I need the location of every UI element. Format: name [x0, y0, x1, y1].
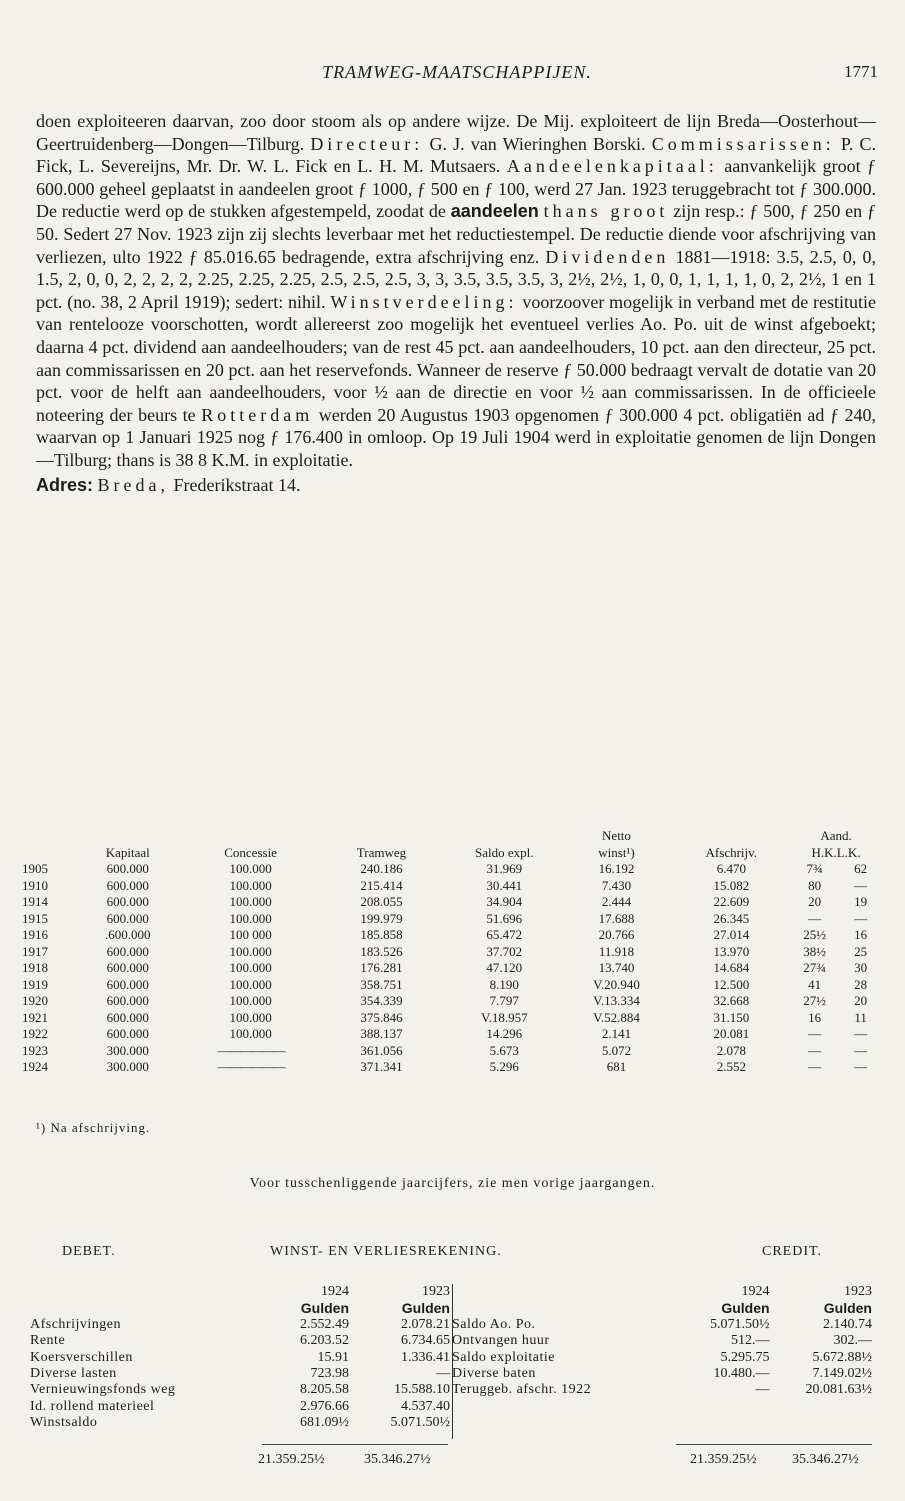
table-cell: 34.904 [486, 894, 523, 909]
table-cell: 600.000 [106, 993, 149, 1008]
debet-item-value: 6.734.65 [401, 1333, 450, 1349]
table-row [22, 878, 882, 895]
table-cell: 15.082 [713, 877, 750, 893]
debet-item-value: 2.078.21 [401, 1316, 450, 1332]
table-cell: 185.858 [360, 927, 403, 942]
credit-item-value: 512.— [731, 1333, 770, 1349]
debet-item-label: Diverse lasten [30, 1366, 117, 1382]
breda-label: Breda, [97, 474, 169, 495]
table-row [22, 977, 882, 994]
table-cell: 20 [854, 993, 868, 1008]
table-cell: 19 [854, 894, 868, 909]
table-cell: 7.430 [601, 877, 632, 893]
credit-total-rule [676, 1444, 872, 1445]
table-cell: 13.740 [598, 960, 635, 975]
table-cell: 1918 [22, 960, 48, 975]
table-cell: 100.000 [229, 960, 272, 975]
note-previous-years: Voor tusschenliggende jaarcijfers, zie men vorige jaargangen. [249, 1176, 656, 1191]
table-cell: 100 000 [229, 927, 272, 942]
table-cell: 7¾ [806, 861, 823, 876]
thans-groot: thans groot [543, 201, 669, 222]
debet-item-value: 15.91 [317, 1349, 350, 1365]
table-cell: 2.444 [601, 894, 632, 909]
col-netto-label: Netto [602, 828, 631, 843]
table-cell: 37.702 [486, 943, 523, 959]
credit-item-value: 10.480.— [713, 1366, 770, 1382]
aandeelenkapitaal-label: Aandeelenkapitaal: [506, 156, 718, 177]
table-cell: 13.970 [713, 943, 750, 959]
table-row [22, 993, 882, 1010]
table-cell: .600.000 [105, 927, 151, 942]
debet-item-label: Winstsaldo [30, 1415, 98, 1431]
debet-year-row [30, 1284, 450, 1300]
debet-label: DEBET. [62, 1244, 116, 1259]
table-cell: 26.345 [713, 910, 750, 926]
table-cell: V.18.957 [480, 1009, 528, 1025]
table-cell: 47.120 [486, 960, 523, 975]
table-cell: 16 [854, 927, 868, 942]
col-kapitaal: Kapitaal [105, 844, 150, 860]
credit-item-value: 2.140.74 [823, 1316, 872, 1332]
credit-total-1923: 35.346.27½ [792, 1452, 859, 1467]
table-cell: 600.000 [106, 976, 149, 992]
table-row [22, 1059, 882, 1076]
winstverdeeling-label: Winstverdeeling: [330, 291, 518, 312]
table-cell: 100.000 [229, 993, 272, 1008]
table-cell: 1914 [22, 894, 48, 909]
table-cell: 62 [854, 861, 868, 876]
table-cell: — [808, 1026, 822, 1041]
running-title: TRAMWEG-MAATSCHAPPIJEN. [322, 62, 592, 82]
table-cell: 2.141 [601, 1026, 632, 1041]
table-cell: — [854, 1042, 868, 1058]
table-cell: V.13.334 [593, 993, 640, 1008]
table-cell: 1924 [22, 1059, 48, 1074]
table-cell: 1920 [22, 993, 48, 1008]
account-header [62, 1244, 842, 1264]
table-cell: 30 [854, 960, 868, 975]
table-cell: 6.470 [716, 861, 746, 876]
table-row [22, 1043, 882, 1060]
debet-row [30, 1350, 450, 1366]
credit-year-1923: 1923 [844, 1284, 872, 1299]
table-cell: 8.190 [489, 976, 519, 992]
table-row [22, 927, 882, 944]
table-cell: 11.918 [598, 943, 635, 959]
footnote: ¹) Na afschrijving. [36, 1120, 151, 1135]
adres-label: Adres: [36, 474, 94, 495]
table-cell: 20.766 [598, 927, 635, 942]
col-afschrijv: Afschrijv. [705, 844, 758, 860]
table-cell: 7.797 [489, 993, 519, 1008]
debet-item-value: 15.588.10 [394, 1382, 450, 1398]
debet-item-value: 4.537.40 [401, 1398, 450, 1414]
table-cell: 20 [808, 894, 822, 909]
yearly-statistics-table [22, 828, 882, 1076]
table-cell: 22.609 [713, 894, 750, 909]
col-netto-winst [560, 828, 672, 861]
adres-street: Frederikstraat 14. [173, 474, 301, 495]
debet-unit-row [30, 1300, 450, 1316]
credit-row [452, 1333, 872, 1349]
text-intro: doen exploiteeren daarvan, zoo door stoom als op andere wijze. De Mij. exploiteert de lijn Breda—Oosterhout—Geertruidenberg—Dongen—Tilburg. [36, 111, 876, 154]
debet-row [30, 1366, 450, 1382]
debet-row [30, 1415, 450, 1431]
page-header [36, 62, 878, 86]
credit-item-value: 5.672.88½ [812, 1349, 872, 1365]
table-cell: 100.000 [229, 910, 272, 926]
commissarissen-names: P. C. Fick, L. Severeijns, Mr. Dr. W. L. Fick en L. H. M. Mutsaers. [36, 133, 877, 177]
table-cell: 600.000 [106, 960, 149, 975]
debet-item-label: Afschrijvingen [30, 1316, 121, 1332]
table-cell: 681 [606, 1059, 627, 1074]
table-row [22, 861, 882, 878]
table-cell: — [854, 910, 868, 926]
aandeelenkapitaal-text: aanvankelijk groot ƒ 600.000 geheel geplaatst in aandeelen groot ƒ 1000, ƒ 500 en ƒ 100, werd 27 Jan. 1923 teruggebracht tot ƒ 300.000. De reductie werd op de stukken afgestempeld, zoodat de [36, 156, 877, 222]
debet-item-value: 723.98 [310, 1366, 350, 1382]
table-cell: 11 [854, 1009, 867, 1025]
credit-row [452, 1317, 872, 1333]
table-cell: 100.000 [229, 943, 272, 959]
winstverdeeling-text: voorzoover mogelijk in verband met de restitutie van rentelooze voorschotten, wordt allereerst zoo mogelijk het eventueel verlies Ao. Po. uit de winst afgeboekt; daarna 4 pct. dividend aan aandeelhouders; van de rest 45 pct. aan aandeelhouders, 10 pct. aan den directeur, 25 pct. aan commissarissen en 20 pct. aan het reservefonds. Wanneer de reserve ƒ 50.000 bedraagt vervalt de dotatie van 20 pct. voor de helft aan aandeelhouders, voor ½ aan de directie en voor ½ aan commissarissen. In de officieele noteering der beurs te [36, 291, 877, 425]
table-cell: 600.000 [106, 1009, 149, 1025]
table-cell: 600.000 [106, 910, 149, 926]
table-row [22, 944, 882, 961]
table-cell: 32.668 [713, 993, 750, 1008]
page-number: 1771 [844, 62, 878, 81]
credit-row [452, 1350, 872, 1366]
table-cell: 388.137 [360, 1026, 403, 1041]
table-cell: — [808, 910, 822, 926]
company-description [36, 110, 876, 496]
table-cell: 1910 [22, 877, 48, 893]
credit-year-1924: 1924 [741, 1284, 770, 1299]
table-cell: 1917 [22, 943, 48, 959]
commissarissen-label: Commissarissen: [651, 133, 835, 154]
table-cell: 25 [854, 943, 868, 959]
table-cell: — [808, 1059, 822, 1074]
table-cell: 361.056 [360, 1042, 403, 1058]
account-title: WINST- EN VERLIESREKENING. [270, 1244, 502, 1259]
debet-year-1923: 1923 [422, 1284, 450, 1299]
credit-item-value: 5.071.50½ [710, 1316, 770, 1332]
table-cell: 17.688 [598, 910, 635, 926]
credit-item-label: Diverse baten [452, 1366, 536, 1382]
table-cell: 65.472 [486, 927, 523, 942]
debet-row [30, 1317, 450, 1333]
credit-total-1924: 21.359.25½ [690, 1452, 757, 1467]
debet-item-value: — [436, 1366, 450, 1382]
reductie-text: zijn resp.: ƒ 500, ƒ 250 en ƒ 50. Sedert 27 Nov. 1923 zijn zij slechts leverbaar met het reductiestempel. De reductie diende voor afschrijving van verliezen, ulto 1922 ƒ 85.016.65 bedragende, extra afschrijving enz. [36, 201, 876, 267]
table-cell: 31.150 [713, 1009, 750, 1025]
table-cell: 1921 [22, 1009, 48, 1025]
table-cell: 100.000 [229, 861, 272, 876]
table-cell: 51.696 [486, 910, 523, 926]
debet-item-value: 681.09½ [300, 1415, 350, 1431]
table-cell: 600.000 [106, 861, 149, 876]
table-cell: — [854, 1059, 868, 1074]
table-cell: — [854, 1026, 868, 1041]
credit-unit-1924: Gulden [721, 1300, 770, 1317]
table-row [22, 1026, 882, 1043]
debet-row [30, 1399, 450, 1415]
table-cell: V.52.884 [593, 1009, 640, 1025]
table-cell: 240.186 [360, 861, 403, 876]
table-cell: —————— [217, 1042, 284, 1058]
table-row [22, 1010, 882, 1027]
table-cell: 199.979 [360, 910, 403, 926]
aandeelen-bold: aandeelen [450, 201, 539, 222]
dividenden-label: Dividenden [545, 246, 670, 267]
table-cell: 100.000 [229, 1026, 272, 1041]
debet-row [30, 1333, 450, 1349]
table-row [22, 911, 882, 928]
table-cell: 28 [854, 976, 868, 992]
table-cell: 1922 [22, 1026, 48, 1041]
debet-item-value: 2.976.66 [300, 1398, 350, 1414]
credit-item-label: Ontvangen huur [452, 1333, 550, 1349]
table-cell: 600.000 [106, 1026, 149, 1041]
debet-unit-1924: Gulden [300, 1300, 350, 1317]
credit-year-row [452, 1284, 872, 1300]
table-cell: V.20.940 [593, 976, 640, 992]
debet-item-value: 5.071.50½ [390, 1415, 450, 1431]
debet-item-value: 1.336.41 [401, 1349, 450, 1365]
table-cell: 354.339 [360, 993, 403, 1008]
table-cell: 14.684 [713, 960, 750, 975]
dividenden-text: 1881—1918: 3.5, 2.5, 0, 0, 1.5, 2, 0, 0, 2, 2, 2, 2, 2.25, 2.25, 2.25, 2.5, 2.5, 2.5, 3, 3, 3.5, 3.5, 3.5, 3, 2½, 2½, 1, 0, 0, 1, 1, 1, 1, 0, 2, 2½, 1 en 1 pct. (no. 38, 2 April 1919); sedert: nihil. [36, 246, 876, 312]
credit-unit-row [452, 1300, 872, 1316]
table-cell: 371.341 [360, 1059, 403, 1074]
col-hklk-label: H.K.L.K. [811, 844, 861, 860]
table-cell: 41 [808, 976, 822, 992]
debet-row [30, 1382, 450, 1398]
table-cell: 5.673 [489, 1042, 519, 1058]
table-cell: 20.081 [713, 1026, 750, 1041]
credit-row [452, 1382, 872, 1398]
table-cell: 1923 [22, 1042, 48, 1058]
debet-item-label: Koersverschillen [30, 1349, 133, 1365]
debet-item-label: Id. rollend materieel [30, 1398, 155, 1414]
debet-unit-1923: Gulden [401, 1300, 450, 1317]
credit-item-value: 5.295.75 [720, 1349, 770, 1365]
table-cell: 12.500 [713, 976, 750, 992]
debet-total-rule [262, 1444, 448, 1445]
table-cell: 300.000 [106, 1042, 149, 1058]
rotterdam-label: Rotterdam [201, 404, 314, 425]
table-cell: 2.078 [716, 1042, 746, 1058]
table-cell: 375.846 [360, 1009, 403, 1025]
credit-label: CREDIT. [762, 1244, 823, 1259]
table-cell: 80 [808, 877, 822, 893]
table-cell: 14.296 [486, 1026, 523, 1041]
table-cell: 27.014 [713, 927, 750, 942]
debet-item-label: Vernieuwingsfonds weg [30, 1382, 176, 1398]
table-cell: 1919 [22, 976, 48, 992]
table-cell: 600.000 [106, 894, 149, 909]
table-cell: 183.526 [360, 943, 403, 959]
col-tramweg: Tramweg [356, 844, 407, 860]
credit-item-value: 7.149.02½ [812, 1366, 872, 1382]
table-cell: 1915 [22, 910, 48, 926]
col-saldo-expl: Saldo expl. [475, 844, 534, 860]
col-winst-label: winst¹) [598, 844, 635, 860]
credit-item-label: Saldo exploitatie [452, 1349, 555, 1365]
debet-item-label: Rente [30, 1333, 66, 1349]
col-concessie: Concessie [224, 844, 277, 860]
table-cell: 16 [808, 1009, 822, 1025]
directeur-label: Directeur: [310, 133, 424, 154]
table-row [22, 894, 882, 911]
table-row [22, 960, 882, 977]
table-cell: 100.000 [229, 877, 272, 893]
credit-side [452, 1284, 872, 1399]
table-cell: —————— [217, 1059, 284, 1074]
table-cell: 16.192 [598, 861, 635, 876]
table-cell: — [808, 1042, 822, 1058]
table-cell: 1905 [22, 861, 48, 876]
debet-total-1923: 35.346.27½ [364, 1452, 431, 1467]
obligatien-text: werden 20 Augustus 1903 opgenomen ƒ 300.000 4 pct. obligatiën ad ƒ 240, waarvan op 1 Januari 1925 nog ƒ 176.400 in omloop. Op 19 Juli 1904 werd in exploitatie genomen de lijn Dongen—Tilburg; thans is 38 8 K.M. in exploitatie. [36, 404, 877, 470]
table-cell: 1916 [22, 927, 48, 942]
table-cell: 31.969 [486, 861, 523, 876]
credit-item-value: 302.— [833, 1333, 872, 1349]
table-cell: 30.441 [486, 877, 523, 893]
table-cell: 215.414 [360, 877, 403, 893]
credit-item-label: Teruggeb. afschr. 1922 [452, 1382, 592, 1398]
table-cell: 100.000 [229, 1009, 272, 1025]
table-cell: 38½ [803, 943, 826, 959]
table-cell: 176.281 [360, 960, 403, 975]
credit-item-value: — [755, 1382, 770, 1398]
debet-year-1924: 1924 [321, 1284, 350, 1299]
table-body [22, 861, 882, 1076]
table-cell: 100.000 [229, 894, 272, 909]
credit-unit-1923: Gulden [823, 1300, 872, 1317]
col-aand [790, 828, 882, 861]
debet-side [30, 1284, 450, 1432]
table-header-row [22, 828, 882, 861]
credit-item-value: 20.081.63½ [805, 1382, 872, 1398]
table-cell: 100.000 [229, 976, 272, 992]
debet-item-value: 8.205.58 [300, 1382, 350, 1398]
table-cell: 208.055 [360, 894, 403, 909]
table-cell: 27¾ [803, 960, 826, 975]
table-cell: 600.000 [106, 943, 149, 959]
directeur-name: G. J. van Wieringhen Borski. [429, 133, 646, 154]
credit-row [452, 1366, 872, 1382]
col-aand-label: Aand. [820, 828, 852, 843]
debet-total-1924: 21.359.25½ [258, 1452, 325, 1467]
table-cell: 5.072 [601, 1042, 632, 1058]
table-cell: — [854, 877, 868, 893]
debet-item-value: 2.552.49 [300, 1316, 350, 1332]
table-cell: 358.751 [360, 976, 403, 992]
table-cell: 27½ [803, 993, 826, 1008]
table-cell: 2.552 [716, 1059, 746, 1074]
table-cell: 25½ [803, 927, 826, 942]
table-cell: 300.000 [106, 1059, 149, 1074]
table-cell: 600.000 [106, 877, 149, 893]
table-cell: 5.296 [489, 1059, 519, 1074]
debet-item-value: 6.203.52 [300, 1333, 350, 1349]
credit-item-label: Saldo Ao. Po. [452, 1316, 536, 1332]
